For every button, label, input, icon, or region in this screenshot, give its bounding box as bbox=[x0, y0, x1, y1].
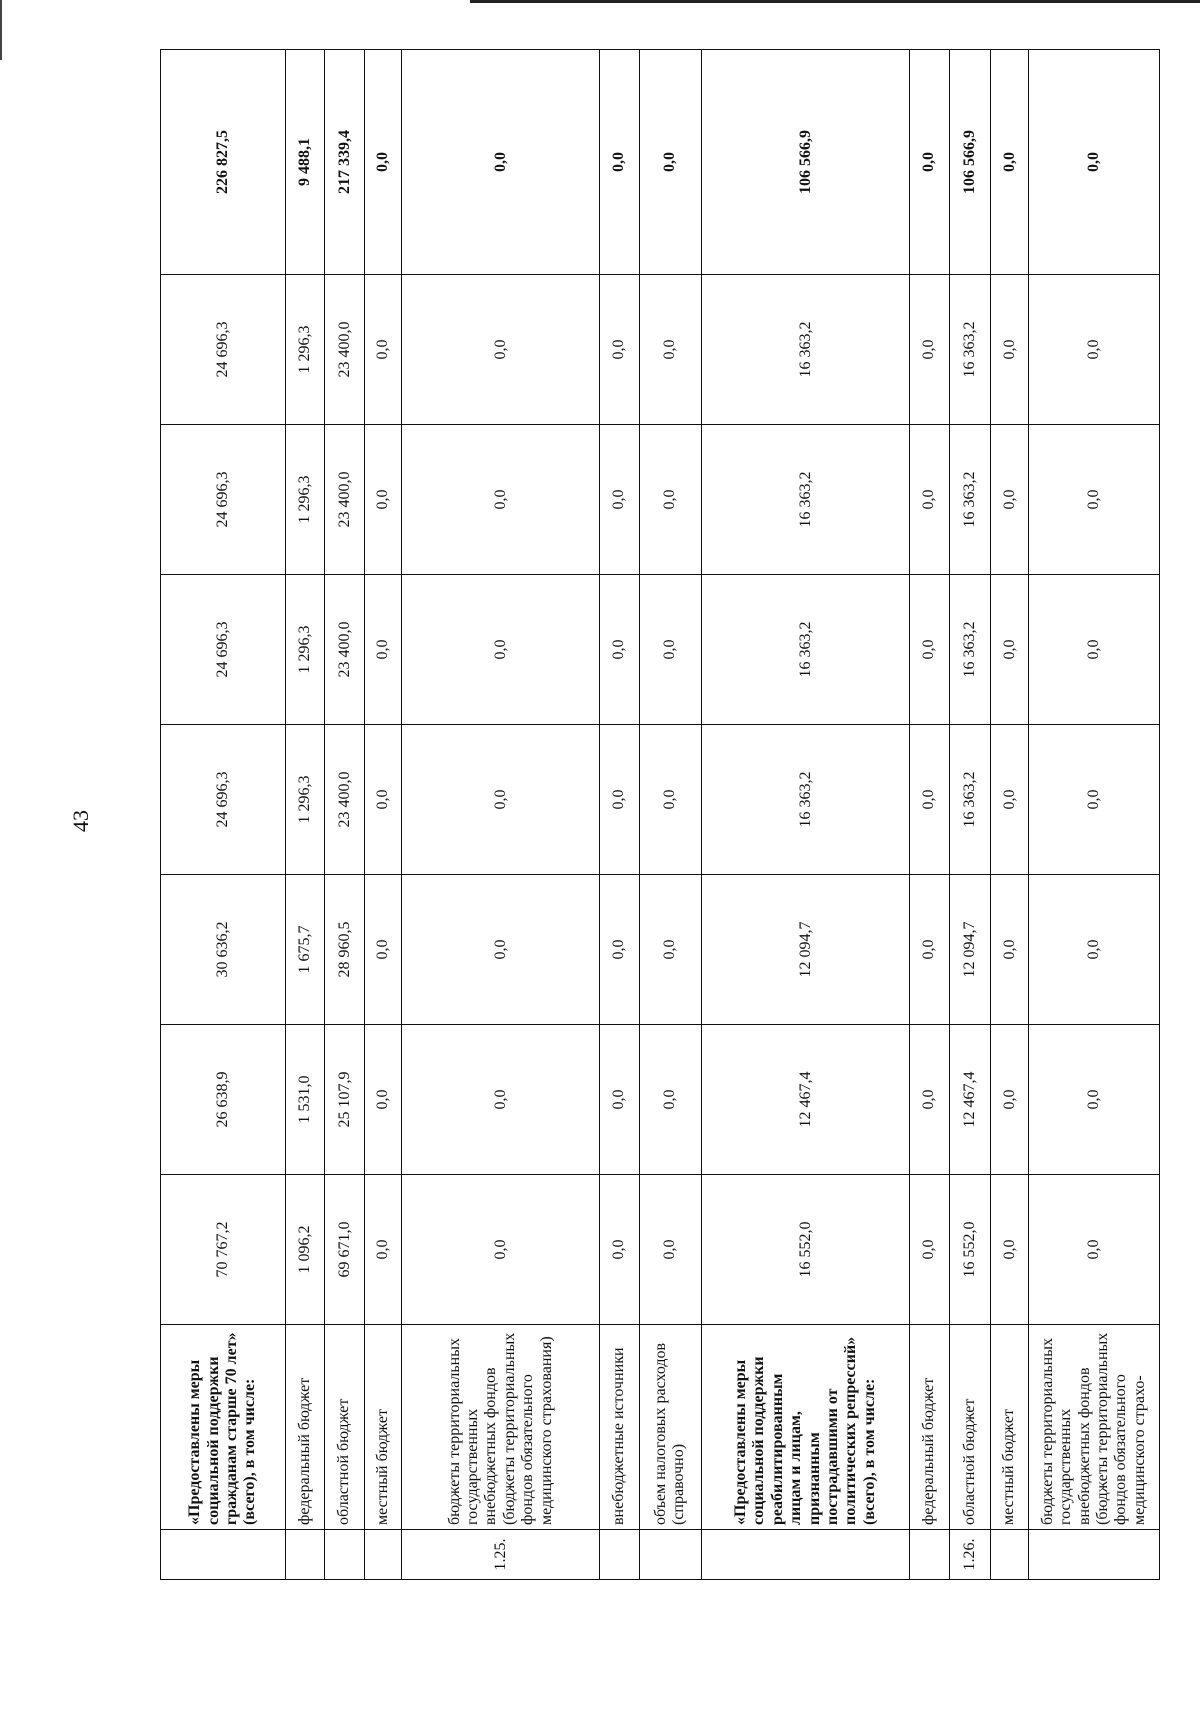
row-index bbox=[285, 1530, 325, 1580]
value-cell: 16 363,2 bbox=[702, 725, 910, 875]
value-cell: 0,0 bbox=[402, 725, 600, 875]
value-cell: 24 696,3 bbox=[161, 575, 286, 725]
table-row bbox=[991, 50, 1028, 1580]
value-cell: 16 363,2 bbox=[702, 275, 910, 425]
value-cell: 0,0 bbox=[991, 1025, 1028, 1175]
scan-edge-top bbox=[470, 0, 1200, 3]
value-cell: 0,0 bbox=[1028, 50, 1159, 275]
table-row bbox=[600, 50, 640, 1580]
value-cell: 9 488,1 bbox=[285, 50, 325, 275]
rotated-table-wrapper bbox=[160, 50, 1160, 1580]
value-cell: 0,0 bbox=[402, 1175, 600, 1325]
value-cell: 0,0 bbox=[910, 575, 950, 725]
table-row bbox=[364, 50, 401, 1580]
value-cell: 0,0 bbox=[991, 875, 1028, 1025]
value-cell: 1 296,3 bbox=[285, 725, 325, 875]
value-cell: 0,0 bbox=[1028, 1175, 1159, 1325]
table-row bbox=[325, 50, 365, 1580]
row-index bbox=[364, 1530, 401, 1580]
table-row bbox=[1028, 50, 1159, 1580]
value-cell: 23 400,0 bbox=[325, 275, 365, 425]
value-cell: 217 339,4 bbox=[325, 50, 365, 275]
value-cell: 1 531,0 bbox=[285, 1025, 325, 1175]
value-cell: 23 400,0 bbox=[325, 425, 365, 575]
value-cell: 0,0 bbox=[910, 1175, 950, 1325]
value-cell: 0,0 bbox=[1028, 875, 1159, 1025]
value-cell: 0,0 bbox=[639, 1175, 701, 1325]
scan-edge-left bbox=[0, 0, 2, 60]
value-cell: 16 552,0 bbox=[949, 1175, 991, 1325]
value-cell: 30 636,2 bbox=[161, 875, 286, 1025]
value-cell: 0,0 bbox=[910, 425, 950, 575]
value-cell: 0,0 bbox=[639, 875, 701, 1025]
table-row bbox=[402, 50, 600, 1580]
value-cell: 1 296,3 bbox=[285, 575, 325, 725]
value-cell: 12 094,7 bbox=[702, 875, 910, 1025]
value-cell: 0,0 bbox=[364, 275, 401, 425]
value-cell: 70 767,2 bbox=[161, 1175, 286, 1325]
value-cell: 26 638,9 bbox=[161, 1025, 286, 1175]
row-label: «Предоставлены меры социальной поддержки гражданам старше 70 лет» (всего), в том числе: bbox=[161, 1325, 286, 1530]
table-row bbox=[910, 50, 950, 1580]
table-row bbox=[285, 50, 325, 1580]
value-cell: 0,0 bbox=[1028, 275, 1159, 425]
value-cell: 1 296,3 bbox=[285, 425, 325, 575]
value-cell: 0,0 bbox=[402, 1025, 600, 1175]
value-cell: 16 363,2 bbox=[702, 425, 910, 575]
row-index bbox=[325, 1530, 365, 1580]
value-cell: 0,0 bbox=[364, 50, 401, 275]
value-cell: 16 552,0 bbox=[702, 1175, 910, 1325]
value-cell: 0,0 bbox=[600, 1025, 640, 1175]
value-cell: 16 363,2 bbox=[949, 575, 991, 725]
value-cell: 0,0 bbox=[639, 725, 701, 875]
value-cell: 0,0 bbox=[364, 1175, 401, 1325]
row-index bbox=[702, 1530, 910, 1580]
value-cell: 24 696,3 bbox=[161, 725, 286, 875]
value-cell: 0,0 bbox=[364, 1025, 401, 1175]
value-cell: 1 675,7 bbox=[285, 875, 325, 1025]
value-cell: 0,0 bbox=[991, 1175, 1028, 1325]
value-cell: 0,0 bbox=[639, 50, 701, 275]
value-cell: 1 296,3 bbox=[285, 275, 325, 425]
value-cell: 24 696,3 bbox=[161, 275, 286, 425]
page-number: 43 bbox=[68, 810, 93, 832]
value-cell: 106 566,9 bbox=[949, 50, 991, 275]
value-cell: 0,0 bbox=[402, 275, 600, 425]
value-cell: 12 467,4 bbox=[702, 1025, 910, 1175]
row-index bbox=[910, 1530, 950, 1580]
value-cell: 0,0 bbox=[991, 275, 1028, 425]
value-cell: 0,0 bbox=[364, 725, 401, 875]
row-index: 1.26. bbox=[949, 1530, 991, 1580]
value-cell: 0,0 bbox=[402, 50, 600, 275]
table-body bbox=[161, 50, 1160, 1580]
value-cell: 0,0 bbox=[639, 425, 701, 575]
value-cell: 0,0 bbox=[910, 275, 950, 425]
row-label: бюджеты территориальных государственных внебюджетных фондов (бюджеты территориальных фондов обязательного медицинского страхования) bbox=[402, 1325, 600, 1530]
row-index bbox=[600, 1530, 640, 1580]
row-label: федеральный бюджет bbox=[285, 1325, 325, 1530]
row-label: федеральный бюджет bbox=[910, 1325, 950, 1530]
value-cell: 16 363,2 bbox=[949, 275, 991, 425]
value-cell: 0,0 bbox=[639, 575, 701, 725]
value-cell: 0,0 bbox=[991, 425, 1028, 575]
row-label: местный бюджет bbox=[991, 1325, 1028, 1530]
table-row bbox=[949, 50, 991, 1580]
row-index: 1.25. bbox=[402, 1530, 600, 1580]
value-cell: 0,0 bbox=[402, 575, 600, 725]
value-cell: 16 363,2 bbox=[702, 575, 910, 725]
value-cell: 0,0 bbox=[1028, 425, 1159, 575]
value-cell: 0,0 bbox=[639, 275, 701, 425]
budget-table bbox=[160, 49, 1160, 1580]
value-cell: 0,0 bbox=[600, 875, 640, 1025]
value-cell: 106 566,9 bbox=[702, 50, 910, 275]
value-cell: 23 400,0 bbox=[325, 725, 365, 875]
row-label: бюджеты территориальных государственных внебюджетных фондов (бюджеты территориальных фондов обязательного медицинского страхо- bbox=[1028, 1325, 1159, 1530]
value-cell: 24 696,3 bbox=[161, 425, 286, 575]
value-cell: 0,0 bbox=[402, 875, 600, 1025]
value-cell: 0,0 bbox=[991, 725, 1028, 875]
value-cell: 0,0 bbox=[910, 1025, 950, 1175]
value-cell: 0,0 bbox=[991, 575, 1028, 725]
table-row bbox=[639, 50, 701, 1580]
table-row bbox=[702, 50, 910, 1580]
row-label: «Предоставлены меры социальной поддержки реабилитированным лицам и лицам, признанным пострадавшими от политических репрессий» (всего), в том числе: bbox=[702, 1325, 910, 1530]
value-cell: 0,0 bbox=[364, 425, 401, 575]
value-cell: 0,0 bbox=[364, 875, 401, 1025]
value-cell: 0,0 bbox=[639, 1025, 701, 1175]
row-index bbox=[1028, 1530, 1159, 1580]
value-cell: 0,0 bbox=[1028, 725, 1159, 875]
value-cell: 69 671,0 bbox=[325, 1175, 365, 1325]
value-cell: 0,0 bbox=[1028, 575, 1159, 725]
value-cell: 0,0 bbox=[1028, 1025, 1159, 1175]
value-cell: 0,0 bbox=[910, 875, 950, 1025]
row-index bbox=[639, 1530, 701, 1580]
row-label: областной бюджет bbox=[325, 1325, 365, 1530]
row-label: областной бюджет bbox=[949, 1325, 991, 1530]
value-cell: 23 400,0 bbox=[325, 575, 365, 725]
value-cell: 0,0 bbox=[600, 575, 640, 725]
value-cell: 16 363,2 bbox=[949, 725, 991, 875]
table-row bbox=[161, 50, 286, 1580]
value-cell: 25 107,9 bbox=[325, 1025, 365, 1175]
value-cell: 0,0 bbox=[910, 725, 950, 875]
value-cell: 226 827,5 bbox=[161, 50, 286, 275]
value-cell: 12 467,4 bbox=[949, 1025, 991, 1175]
value-cell: 28 960,5 bbox=[325, 875, 365, 1025]
row-label: местный бюджет bbox=[364, 1325, 401, 1530]
value-cell: 0,0 bbox=[600, 50, 640, 275]
value-cell: 1 096,2 bbox=[285, 1175, 325, 1325]
value-cell: 0,0 bbox=[364, 575, 401, 725]
value-cell: 16 363,2 bbox=[949, 425, 991, 575]
value-cell: 0,0 bbox=[600, 1175, 640, 1325]
row-label: внебюджетные источники bbox=[600, 1325, 640, 1530]
row-index bbox=[161, 1530, 286, 1580]
value-cell: 12 094,7 bbox=[949, 875, 991, 1025]
value-cell: 0,0 bbox=[600, 425, 640, 575]
row-index bbox=[991, 1530, 1028, 1580]
value-cell: 0,0 bbox=[910, 50, 950, 275]
value-cell: 0,0 bbox=[600, 275, 640, 425]
row-label: объем налоговых расходов (справочно) bbox=[639, 1325, 701, 1530]
value-cell: 0,0 bbox=[991, 50, 1028, 275]
value-cell: 0,0 bbox=[600, 725, 640, 875]
value-cell: 0,0 bbox=[402, 425, 600, 575]
